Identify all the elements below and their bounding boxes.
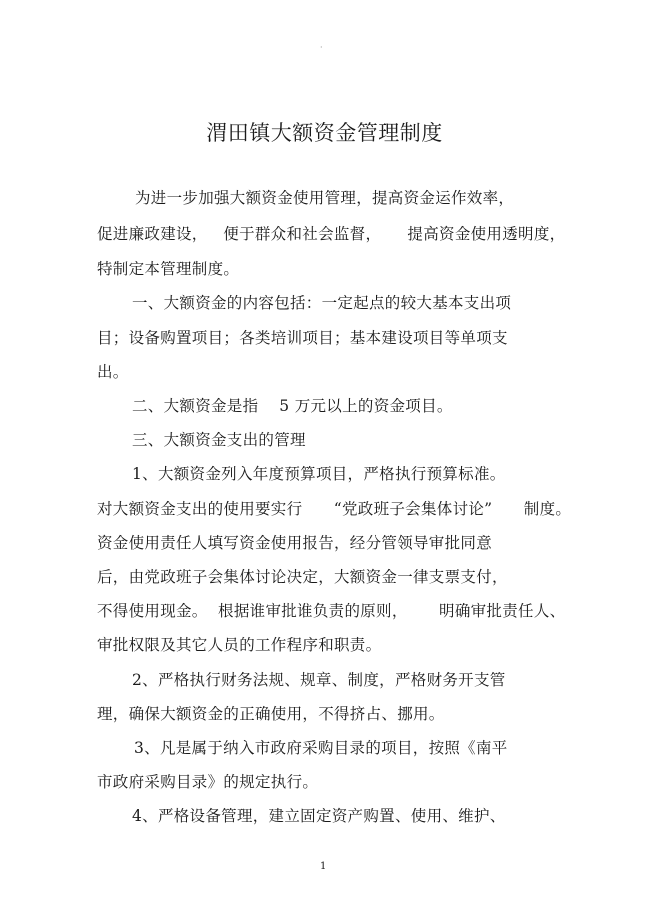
paragraph-line: 理，确保大额资金的正确使用，不得挤占、挪用。 xyxy=(97,705,445,723)
paragraph-line: 不得使用现金。 根据谁审批谁负责的原则， 明确审批责任人、 xyxy=(97,602,566,620)
paragraph-line: 二、大额资金是指 5 万元以上的资金项目。 xyxy=(132,397,453,415)
paragraph-line: 4、严格设备管理，建立固定资产购置、使用、维护、 xyxy=(132,807,506,825)
paragraph-line: 3、凡是属于纳入市政府采购目录的项目，按照《南平 xyxy=(134,739,508,757)
paragraph-line: 一、大额资金的内容包括：一定起点的较大基本支出项 xyxy=(132,294,512,312)
paragraph-line: 2、严格执行财务法规、规章、制度，严格财务开支管 xyxy=(132,671,506,689)
paragraph-line: 审批权限及其它人员的工作程序和职责。 xyxy=(97,636,382,654)
document-title: 渭田镇大额资金管理制度 xyxy=(206,121,443,145)
paragraph-line: 资金使用责任人填写资金使用报告，经分管领导审批同意 xyxy=(97,534,493,552)
paragraph-line: 三、大额资金支出的管理 xyxy=(132,431,306,449)
paragraph-line: 后，由党政班子会集体讨论决定，大额资金一律支票支付， xyxy=(97,568,508,586)
paragraph-line: 目；设备购置项目；各类培训项目；基本建设项目等单项支 xyxy=(97,329,508,347)
paragraph-line: 对大额资金支出的使用要实行 “党政班子会集体讨论” 制度。 xyxy=(97,500,572,518)
paragraph-line: 1、大额资金列入年度预算项目，严格执行预算标准。 xyxy=(132,465,506,483)
page-number: 1 xyxy=(320,861,327,872)
paragraph-line: 促进廉政建设， 便于群众和社会监督， 提高资金使用透明度， xyxy=(97,225,566,243)
paragraph-line: 市政府采购目录》的规定执行。 xyxy=(97,773,319,791)
top-dot-mark: · xyxy=(320,43,323,52)
paragraph-line: 为进一步加强大额资金使用管理，提高资金运作效率， xyxy=(135,189,515,207)
paragraph-line: 出。 xyxy=(97,363,129,381)
paragraph-line: 特制定本管理制度。 xyxy=(97,260,240,278)
